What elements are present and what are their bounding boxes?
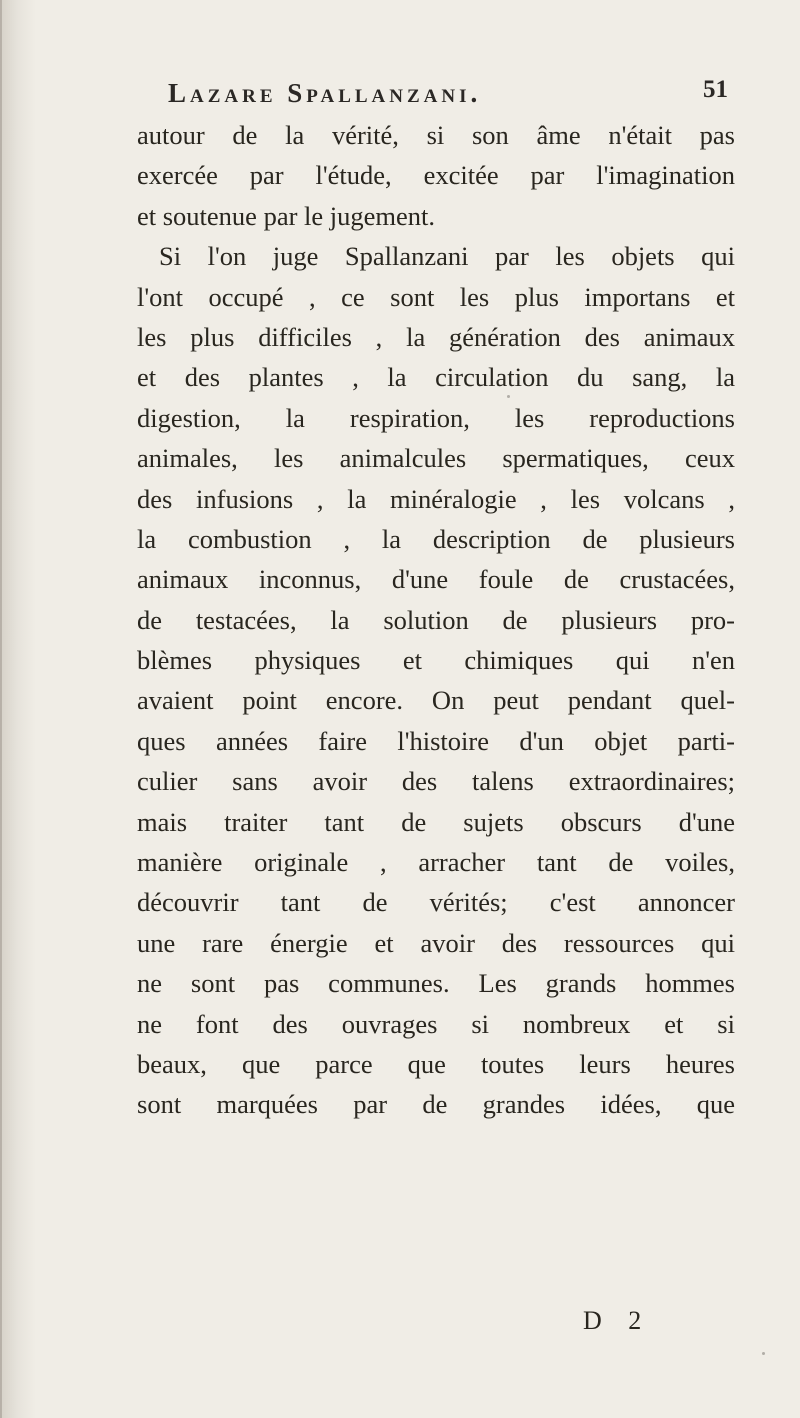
running-head-title: Lazare Spallanzani.: [168, 78, 482, 108]
text-line: avaient point encore. On peut pendant quel-: [137, 685, 735, 716]
text-line: les plus difficiles , la génération des animaux: [137, 321, 735, 352]
text-line: animaux inconnus, d'une foule de crustacées,: [137, 564, 735, 595]
paper-speck: [762, 1352, 765, 1355]
text-line: et des plantes , la circulation du sang, la: [137, 362, 735, 393]
text-line: culier sans avoir des talens extraordinaires;: [137, 766, 735, 797]
text-line: manière originale , arracher tant de voiles,: [137, 847, 735, 878]
text-line: blèmes physiques et chimiques qui n'en: [137, 645, 735, 676]
text-line: l'ont occupé , ce sont les plus importans et: [137, 281, 735, 312]
page-number: 51: [703, 76, 728, 103]
text-line: exercée par l'étude, excitée par l'imagination: [137, 160, 735, 191]
text-line: Si l'on juge Spallanzani par les objets qui: [159, 241, 735, 272]
text-line: la combustion , la description de plusieurs: [137, 523, 735, 554]
text-line: sont marquées par de grandes idées, que: [137, 1089, 735, 1120]
text-line: mais traiter tant de sujets obscurs d'une: [137, 806, 735, 837]
text-line: ques années faire l'histoire d'un objet parti-: [137, 725, 735, 756]
paper-speck: [608, 703, 611, 706]
text-line: ne font des ouvrages si nombreux et si: [137, 1008, 735, 1039]
text-line: ne sont pas communes. Les grands hommes: [137, 968, 735, 999]
signature-mark: D 2: [583, 1306, 652, 1335]
running-head: [168, 78, 728, 108]
text-line: digestion, la respiration, les reproductions: [137, 402, 735, 433]
text-line: de testacées, la solution de plusieurs pro-: [137, 604, 735, 635]
page-gutter-shadow: [0, 0, 2, 1418]
text-line: découvrir tant de vérités; c'est annoncer: [137, 887, 735, 918]
text-line: des infusions , la minéralogie , les volcans ,: [137, 483, 735, 514]
paper-speck: [507, 395, 510, 398]
text-line: animales, les animalcules spermatiques, ceux: [137, 443, 735, 474]
text-line: beaux, que parce que toutes leurs heures: [137, 1048, 735, 1079]
text-line: autour de la vérité, si son âme n'était pas: [137, 120, 735, 150]
body-text: [137, 115, 735, 1295]
text-line: et soutenue par le jugement.: [137, 200, 436, 231]
text-line: une rare énergie et avoir des ressources qui: [137, 927, 735, 958]
